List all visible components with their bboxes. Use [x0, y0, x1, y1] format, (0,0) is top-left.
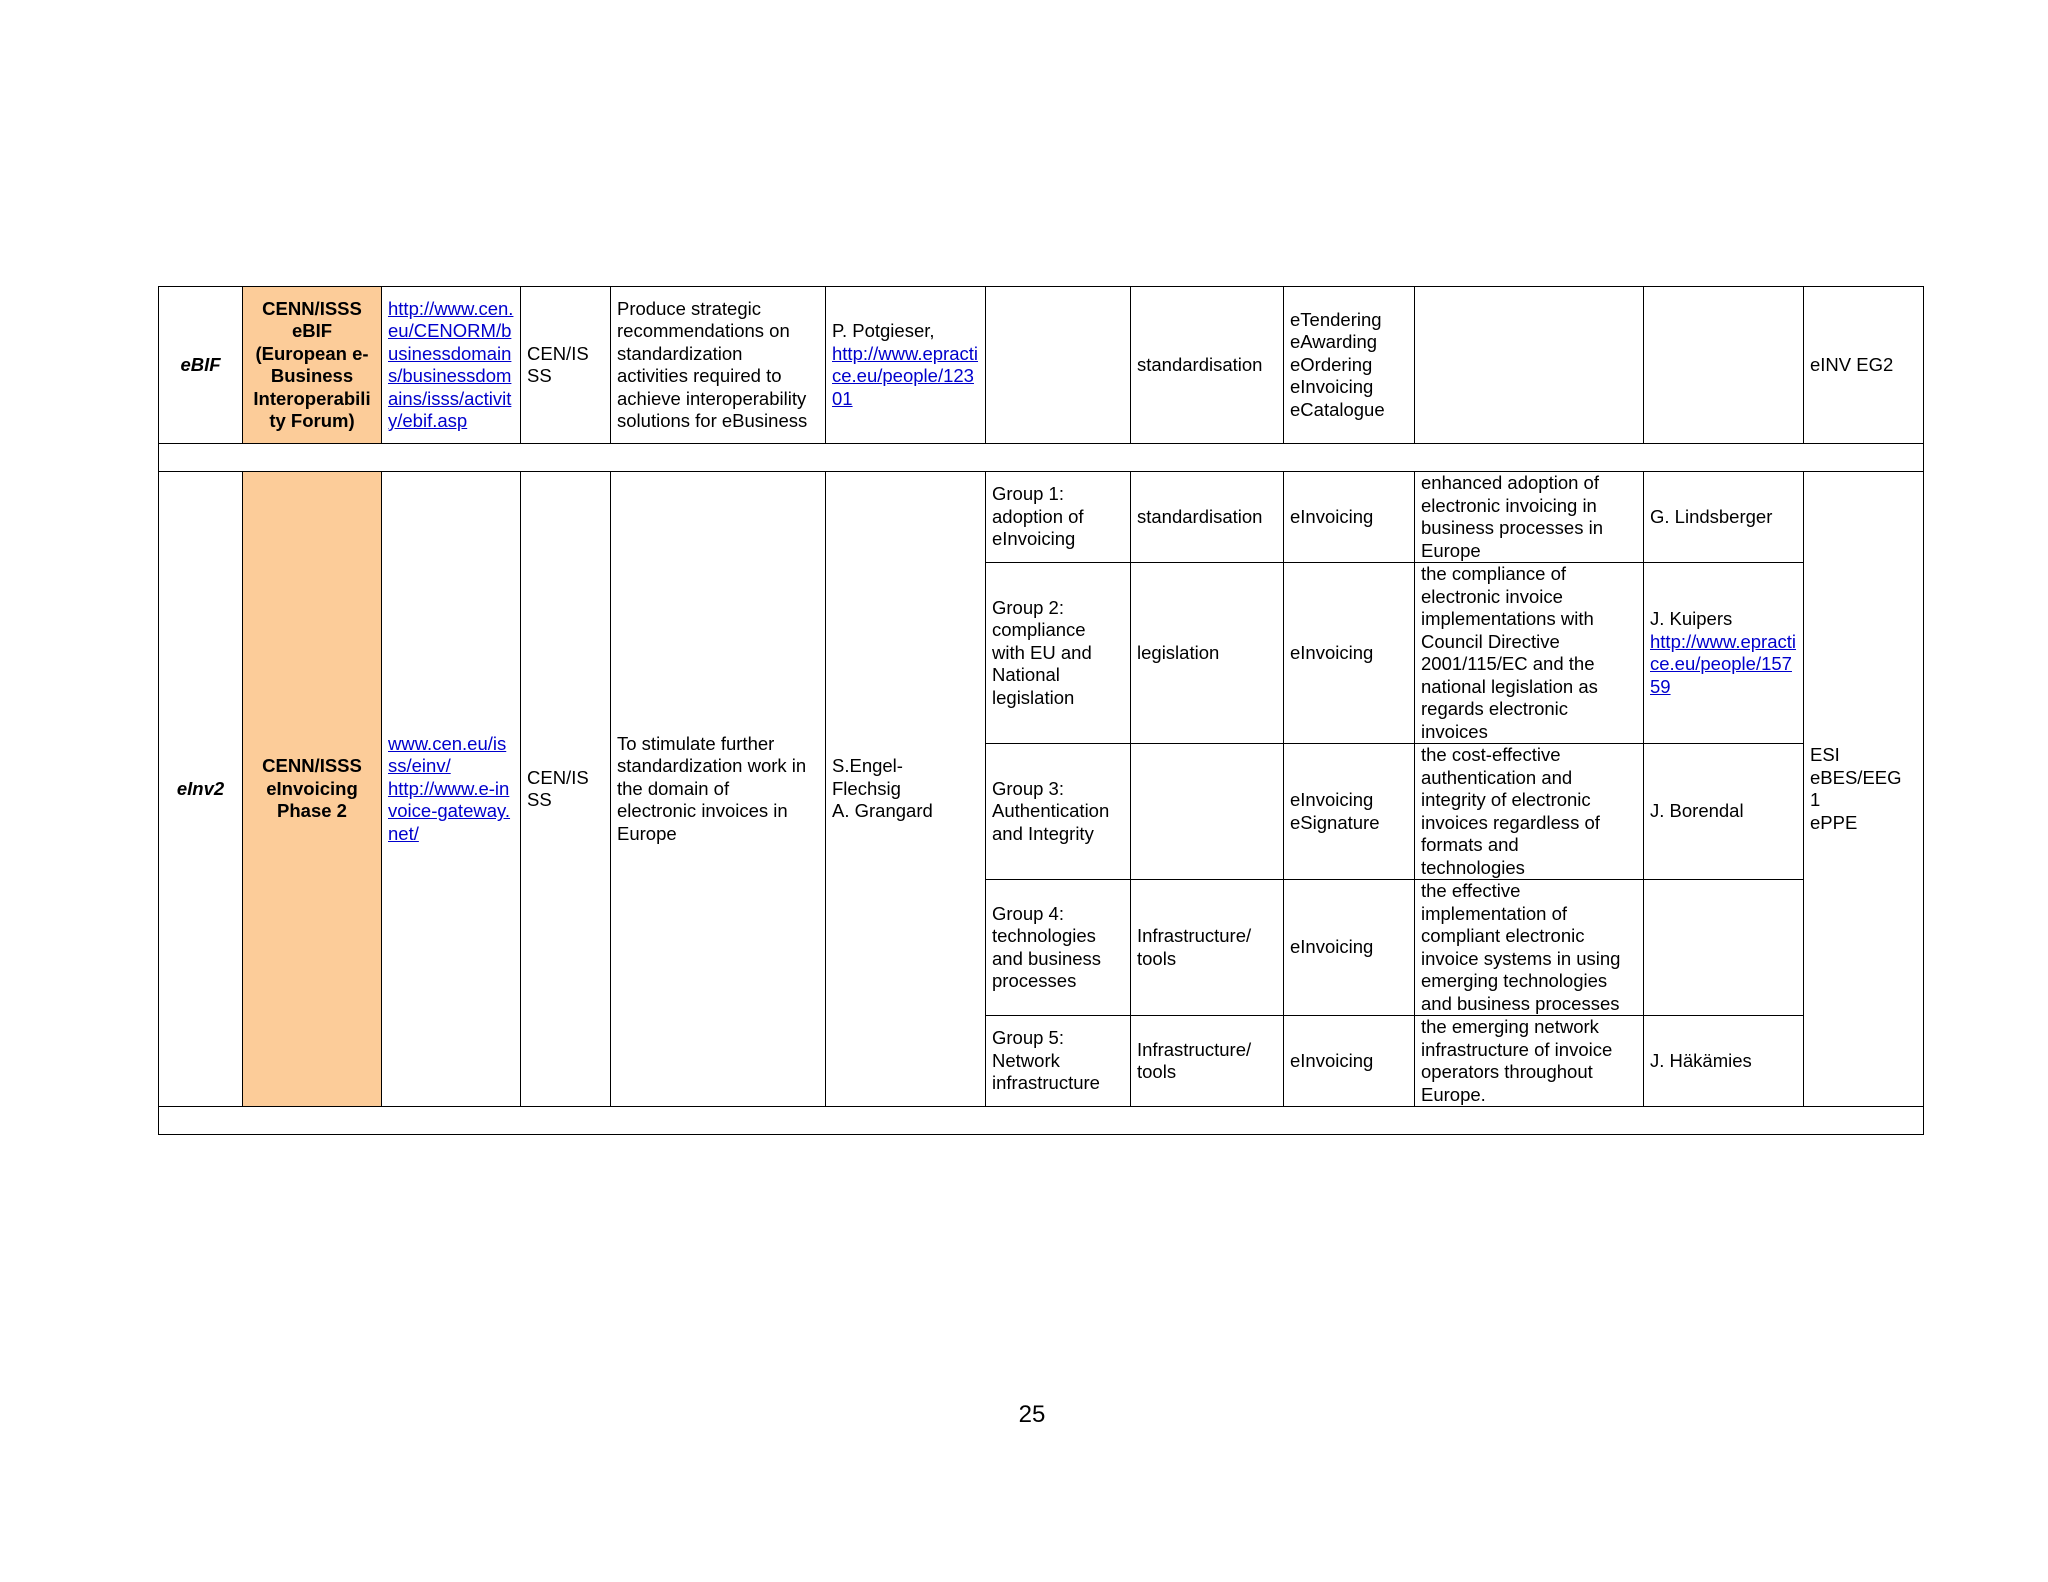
contact-name: P. Potgieser,: [832, 320, 935, 341]
table-row-einv2-group-1: [159, 472, 1924, 563]
leader-profile-link[interactable]: http://www.epractice.eu/people/15759: [1650, 630, 1797, 697]
working-group: [986, 287, 1131, 444]
page-number: 25: [1018, 1401, 1046, 1428]
group-leader: J. Häkämies: [1644, 1016, 1804, 1107]
website-cell: [382, 472, 521, 1107]
activity-type: legislation: [1131, 563, 1284, 744]
group-name: Group 1: adoption of eInvoicing: [986, 472, 1131, 563]
spacer-row: [159, 1107, 1924, 1135]
initiative-key: eBIF: [159, 287, 243, 444]
topics: eInvoicing: [1284, 472, 1415, 563]
topics: eInvoicing: [1284, 1016, 1415, 1107]
initiative-key: eInv2: [159, 472, 243, 1107]
table-row-ebif: [159, 287, 1924, 444]
scope: enhanced adoption of electronic invoicing in business processes in Europe: [1415, 472, 1644, 563]
standards-body: CEN/IS SS: [521, 287, 611, 444]
activity-type: standardisation: [1131, 472, 1284, 563]
scope: the cost-effective authentication and integrity of electronic invoices regardless of formats and technologies: [1415, 744, 1644, 880]
group-name: Group 5: Network infrastructure: [986, 1016, 1131, 1107]
objective: Produce strategic recommendations on standardization activities required to achieve interoperability solutions for eBusiness: [611, 287, 826, 444]
topics: eInvoicing: [1284, 563, 1415, 744]
ebif-website-link[interactable]: http://www.cen.eu/CENORM/businessdomains/businessdomains/isss/activity/ebif.asp: [388, 297, 514, 431]
related-links: ESI eBES/EEG 1 ePPE: [1804, 472, 1924, 1107]
group-leader-cell: [1644, 563, 1804, 744]
activity-type: standardisation: [1131, 287, 1284, 444]
activity-type: [1131, 744, 1284, 880]
organisation-name: CENN/ISSS eBIF (European e- Business Interoperabili ty Forum): [243, 287, 382, 444]
einv-website-link[interactable]: www.cen.eu/isss/einv/: [388, 732, 507, 777]
spacer-row: [159, 444, 1924, 472]
topics: eInvoicing: [1284, 880, 1415, 1016]
contact-cell: [826, 287, 986, 444]
activity-type: Infrastructure/ tools: [1131, 880, 1284, 1016]
group-leader: [1644, 880, 1804, 1016]
einvoice-gateway-link[interactable]: http://www.e-invoice-gateway.net/: [388, 777, 511, 844]
activity-type: Infrastructure/ tools: [1131, 1016, 1284, 1107]
scope: the emerging network infrastructure of invoice operators throughout Europe.: [1415, 1016, 1644, 1107]
group-leader: J. Borendal: [1644, 744, 1804, 880]
related-links: eINV EG2: [1804, 287, 1924, 444]
group-leader: G. Lindsberger: [1644, 472, 1804, 563]
group-name: Group 4: technologies and business processes: [986, 880, 1131, 1016]
scope: the compliance of electronic invoice implementations with Council Directive 2001/115/EC and the national legislation as regards electronic invoices: [1415, 563, 1644, 744]
scope: [1415, 287, 1644, 444]
contact-profile-link[interactable]: http://www.epractice.eu/people/12301: [832, 342, 979, 409]
scope: the effective implementation of compliant electronic invoice systems in using emerging technologies and business processes: [1415, 880, 1644, 1016]
group-leader: [1644, 287, 1804, 444]
group-name: Group 2: compliance with EU and National legislation: [986, 563, 1131, 744]
standards-body: CEN/IS SS: [521, 472, 611, 1107]
topics: eTendering eAwarding eOrdering eInvoicing eCatalogue: [1284, 287, 1415, 444]
initiatives-table: [158, 286, 1924, 1135]
group-name: Group 3: Authentication and Integrity: [986, 744, 1131, 880]
objective: To stimulate further standardization work in the domain of electronic invoices in Europe: [611, 472, 826, 1107]
organisation-name: CENN/ISSS eInvoicing Phase 2: [243, 472, 382, 1107]
contacts: S.Engel- Flechsig A. Grangard: [826, 472, 986, 1107]
group-leader: J. Kuipers: [1650, 608, 1733, 629]
topics: eInvoicing eSignature: [1284, 744, 1415, 880]
